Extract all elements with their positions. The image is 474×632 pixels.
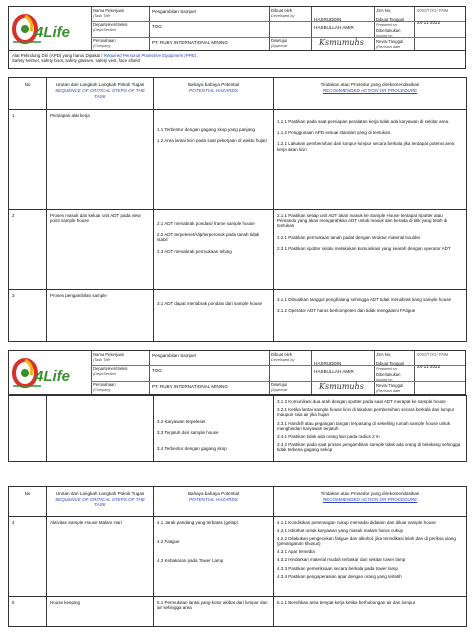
jsa-header	[8, 6, 466, 51]
table-row	[9, 516, 467, 596]
jsa-page-2	[8, 350, 466, 632]
developer-name-2: HASBULLAH AMIR	[314, 369, 354, 374]
row-actions: 5.1.1 Bersihkan area tempat kerja ketika berhubungan air dan lumpur	[274, 596, 467, 626]
ppe-label-en: Required Personal Protective Equipment (PPE) :	[103, 53, 199, 58]
row-step: Proses pengambilan sample	[47, 290, 154, 342]
dept-value: TOG	[152, 24, 162, 29]
row-step: House keeping	[47, 596, 154, 626]
revision-label: Revisi Tanggal (Revision date	[376, 383, 404, 393]
approval-label: Disetujui (Approval	[271, 38, 288, 48]
row-hazards: 4.1 Jarak pandang yang terbatas (gelap) 4.2 Fatigue 4.3 Kebakaran pada Tower Lamp	[154, 516, 274, 596]
jsa-table-2	[8, 486, 467, 627]
row-no: 2	[9, 210, 47, 290]
task-title-label: Nama Pekerjaan (Task Title	[93, 8, 125, 18]
row-no: 5	[9, 596, 47, 626]
company-value: PT. RUBY INTERNATIONAL MINING	[152, 40, 228, 45]
col-header-actions: Tindakan atau Prosedur yang direkomendasikan RECOMMENDED ACTION OR PROCEDURE	[274, 78, 467, 110]
developed-by-label: Dibuat oleh Developed by	[271, 352, 295, 362]
table-row	[9, 596, 467, 626]
row-step: Proses masuk dan keluar unit ADT pada view point sample house	[47, 210, 154, 290]
table-row	[9, 210, 467, 290]
row-actions: 2.1.1 Pastikan setiap unit ADT akan masuk ke Sample House tentapat Spotter atau Pemandu yang akan mengarahkan ADT untuk masuk dan berada di titik yang telah di tentukan 2.2.1 Pastikan permukaan tanah padat dengan struktur material boulder 2.3.1 Pastikan spotter selalu melakukan komunikasi yang searah dengan operator ADT	[274, 210, 467, 290]
jsa-no-label: JSA No.	[376, 8, 392, 13]
row-actions: 4.1.1 Kondisikan penerangan cukup memadai didalam dan diluar sample house 4.2.1 Istirahat untuk karyawan yang masuk malam harus cukup 4.2.2 Dilakukan pengecekan fatigue dan alkohol, jika terindikasi lelah dan di periksa ulang (penanganan khusus) 4.3.1 Apar tersedia 4.3.2 Hindarkan material mudah terbakar dari sekitar tower lamp 4.3.3 Pastikan pemeriksaan secara berkala pada tower lamp 4.3.4 Pastikan pengoperasian apar dengan orang yang terlatih	[274, 516, 467, 596]
row-hazards: 3.2 Karyawan terpeleset 3.3 Terjatuh dari sample house 3.4 Terbentur dengan gagang skop	[154, 396, 274, 462]
prepared-date-value: 24-11-2022	[417, 20, 441, 25]
row-no: 4	[9, 516, 47, 596]
developed-by-label: Dibuat oleh Developed by	[271, 8, 295, 18]
dept-label: Departemen/Seksi (Dept/Section	[93, 366, 128, 376]
issued-label: Diberlakukan Issued on	[376, 28, 401, 38]
col-header-hazards: Bahaya bahaya Potential POTENTIAL HAZARDS	[154, 486, 274, 516]
row-actions: 3.1.3 Komunikasi dua arah dengan spotter pada saat ADT merapat ke sample house 3.2.1 Ketika lantai sample house licin di lakukan pembersihan secara berkala dari lumpur maupun sisa air jika hujan 3.3.1 Handrill atau pegangan tangan terpasang di sekelilng rumah sample house untuk menghindari karyawan terjatuh 3.4.1 Pastikan tidak ada orang lain pada radius 2 m 3.4.2 Pastikan pada saat proses pengambilan sample tidak ada orang di belakang sehingga tidak terkena gagang sekop	[274, 396, 467, 462]
dept-label: Departemen/Seksi (Dept/Section	[93, 22, 128, 32]
row-actions: 3.1.1 Dibuatkan tanggul penghalang sehingga ADT tidak menabrak tiang sample house 3.1.2 Operator ADT harus berkompeten dan tidak mengalami FAtigue	[274, 290, 467, 342]
dept-value: TOG	[152, 368, 162, 373]
issued-label: Diberlakukan Issued on	[376, 372, 401, 382]
jsa-no-value: 0002/TOG/ FMM	[417, 352, 449, 357]
jsa-table-1	[8, 77, 467, 342]
col-header-no: No	[9, 486, 47, 516]
table-row	[9, 396, 467, 462]
row-step: Persiapan alat kerja	[47, 110, 154, 210]
row-step	[47, 396, 154, 462]
table-row	[9, 110, 467, 210]
company-label: Perusahaan (Company	[93, 382, 116, 392]
developer-name-2: HASBULLAH AMIR	[314, 25, 354, 30]
task-title-value: Pengambilan Sampel	[152, 9, 196, 14]
jsa-header	[8, 350, 466, 395]
logo-text: 4Life	[35, 368, 71, 385]
developer-name-1: HASRUDDIN	[314, 361, 342, 366]
approval-signature: Ksmumuhs	[319, 382, 364, 391]
col-header-steps: Urutan dari Langkah Langkah Pokok Tugas SEQUENCE OF CRITICAL STEPS OF THE TASK	[47, 78, 154, 110]
jsa-table-continuation	[8, 395, 467, 462]
company-value: PT. RUBY INTERNATIONAL MINING	[152, 384, 228, 389]
developer-name-1: HASRUDDIN	[314, 17, 342, 22]
row-hazards: 1.1 Terbentur dengan gagang skop yang panjang 1.2 Area lantai licin pada saat pekerjaan di waktu hujan	[154, 110, 274, 210]
approval-label: Disetujui (Approval	[271, 382, 288, 392]
prepared-date-label: Dibuat Tanggal Prepared on	[376, 361, 404, 371]
col-header-steps: Urutan dari Langkah Langkah Pokok Tugas SEQUENCE OF CRITICAL STEPS OF THE TASK	[47, 486, 154, 516]
logo-text: 4Life	[35, 24, 71, 41]
jsa-no-value: 0002/TOG/ FMM	[417, 8, 449, 13]
company-label: Perusahaan (Company	[93, 38, 116, 48]
row-actions: 1.1.1 Pastikan pada saat persiapan peralatan kerja tidak ada karyawan di sekitar area. 1.1.2 Penggunaan APD sesuai standart yang di tentukan. 1.2.1 Lakukan pembersihan dari lumpur-lumpur secara berkala jika terdapat potensi area kerja akan licin	[274, 110, 467, 210]
row-no: 3	[9, 290, 47, 342]
revision-label: Revisi Tanggal (Revision date	[376, 39, 404, 49]
jsa-no-label: JSA No.	[376, 352, 392, 357]
col-header-no: No	[9, 78, 47, 110]
prepared-date-label: Dibuat Tanggal Prepared on	[376, 17, 404, 27]
row-step: Aktivitas Sample House Malam Hari	[47, 516, 154, 596]
4life-logo	[11, 353, 89, 393]
4life-logo	[11, 9, 89, 49]
ppe-label: Alat Pelindung Diri (APD) yang harus Dipakai /	[12, 53, 103, 58]
approval-signature: Ksmumuhs	[319, 38, 364, 47]
col-header-actions: Tindakan atau Prosedur yang direkomendasikan RECOMMENDED ACTION OR PROCEDURE	[274, 486, 467, 516]
table-row	[9, 290, 467, 342]
ppe-items: Safety helmet, safety boot, safety glasses, safety vest, face shield	[12, 58, 140, 64]
task-title-label: Nama Pekerjaan (Task Title	[93, 352, 125, 362]
row-hazards: 3.1 ADT dapat menabrak pondasi dari sample house	[154, 290, 274, 342]
row-no: 1	[9, 110, 47, 210]
ppe-section	[8, 51, 466, 69]
row-hazards: 2.1 ADT menabrak pondasi/ frame sample house 2.2 ADT terpeleset/slip/terperosok pada tanah tidak stabil 2.3 ADT menabrak permukaan tebing	[154, 210, 274, 290]
row-hazards: 5.1 Permukaan lantai yang kotor akibat dari lumpur dan air sehingga area	[154, 596, 274, 626]
row-no	[9, 396, 47, 462]
col-header-hazards: Bahaya bahaya Potential POTENTIAL HAZARDS	[154, 78, 274, 110]
prepared-date-value: 24-11-2022	[417, 364, 441, 369]
jsa-page-1	[8, 6, 466, 324]
task-title-value: Pengambilan Sampel	[152, 353, 196, 358]
